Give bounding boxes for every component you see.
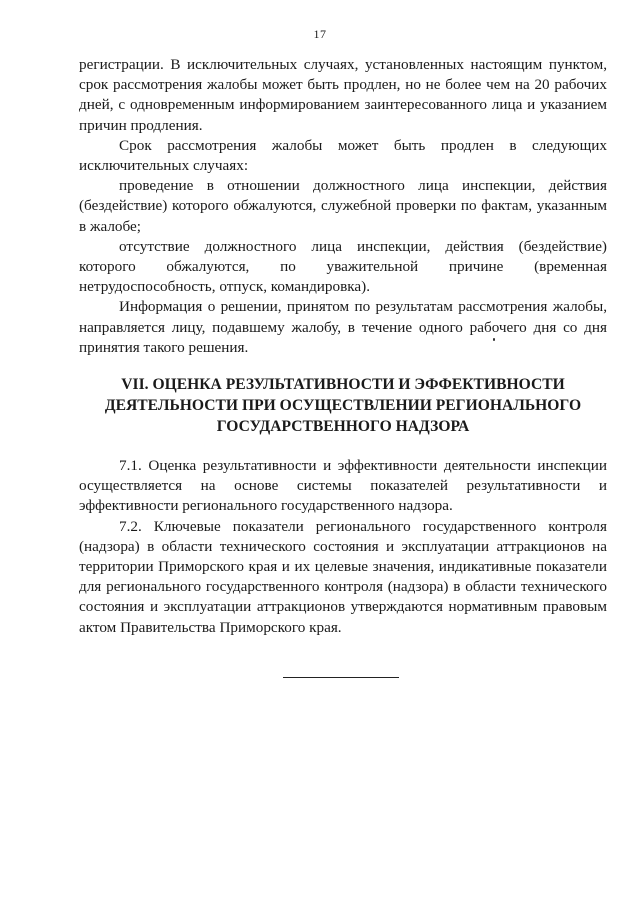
extension-intro-paragraph: Срок рассмотрения жалобы может быть продлен в следующих исключительных случаях:	[79, 136, 607, 175]
item-7-1-paragraph: 7.1. Оценка результативности и эффективности деятельности инспекции осуществляется на основе системы показателей результативности и эффективности регионального государственного надзора.	[79, 457, 607, 515]
extension-case-1-paragraph: проведение в отношении должностного лица инспекции, действия (бездействие) которого обжалуются, служебной проверки по фактам, указанным в жалобе;	[79, 177, 607, 235]
scan-speck	[493, 338, 495, 341]
section-vii-heading	[79, 374, 607, 437]
page-number: 17	[313, 27, 327, 41]
section-heading-line-2: ДЕЯТЕЛЬНОСТИ ПРИ ОСУЩЕСТВЛЕНИИ РЕГИОНАЛЬНОГО	[104, 397, 582, 414]
top-text-block	[79, 55, 607, 358]
section-heading-line-3: ГОСУДАРСТВЕННОГО НАДЗОРА	[216, 418, 470, 435]
continuation-paragraph: регистрации. В исключительных случаях, установленных настоящим пунктом, срок рассмотрения жалобы может быть продлен, но не более чем на 20 рабочих дней, с одновременным информированием заинтересованного лица и указанием причин продления.	[79, 56, 607, 134]
extension-case-2-paragraph: отсутствие должностного лица инспекции, действия (бездействие) которого обжалуются, по уважительной причине (временная нетрудоспособность, отпуск, командировка).	[79, 237, 607, 296]
end-divider-line	[283, 677, 399, 678]
item-7-2-paragraph: 7.2. Ключевые показатели регионального государственного контроля (надзора) в области технического состояния и эксплуатации аттракционов на территории Приморского края и их целевые значения, индикативные показатели для регионального государственного контроля (надзора) в области технического состояния и эксплуатации аттракционов утверждаются нормативным правовым актом Правительства Приморского края.	[79, 517, 607, 636]
section-heading-line-1: VII. ОЦЕНКА РЕЗУЛЬТАТИВНОСТИ И ЭФФЕКТИВНОСТИ	[121, 376, 565, 393]
section-vii-body	[79, 456, 607, 638]
decision-info-paragraph: Информация о решении, принятом по результатам рассмотрения жалобы, направляется лицу, подавшему жалобу, в течение одного рабочего дня со дня принятия такого решения.	[79, 298, 607, 356]
